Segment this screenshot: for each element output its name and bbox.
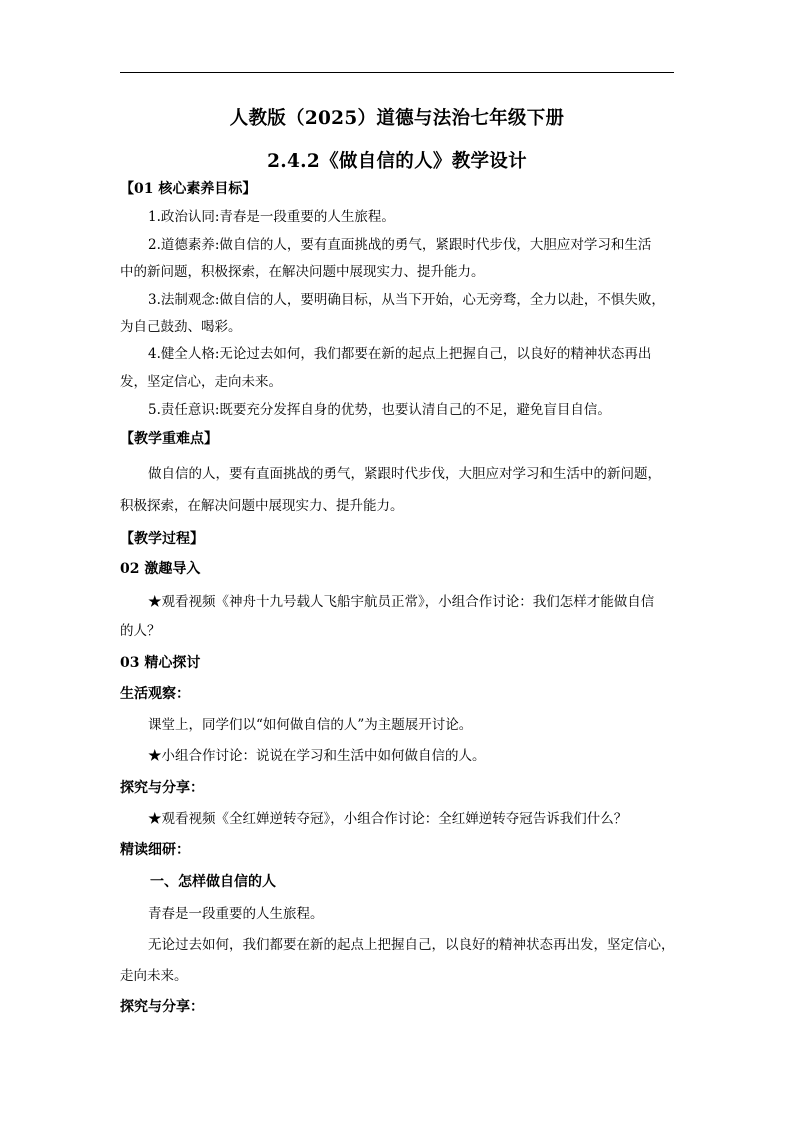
read-study-subheading: 一、怎样做自信的人	[150, 874, 276, 890]
life-observe-heading: 生活观察：	[120, 686, 190, 702]
section-heading-process: 【教学过程】	[120, 531, 204, 547]
explore-share-line1: ★观看视频《全红婵逆转夺冠》，小组合作讨论：全红婵逆转夺冠告诉我们什么？	[148, 811, 628, 827]
part02-heading: 02 激趣导入	[120, 561, 201, 577]
keypoints-line2: 积极探索，在解决问题中展现实力、提升能力。	[120, 498, 404, 514]
part03-heading: 03 精心探讨	[120, 655, 201, 671]
read-study-line1: 青春是一段重要的人生旅程。	[148, 906, 324, 922]
explore-share-heading: 探究与分享：	[120, 780, 204, 796]
doc-title: 人教版（2025）道德与法治七年级下册	[229, 108, 565, 129]
goal-4-line2: 发，坚定信心，走向未来。	[120, 374, 282, 390]
goal-3-line2: 为自己鼓劲、喝彩。	[120, 319, 242, 335]
section-heading-keypoints: 【教学重难点】	[120, 431, 218, 447]
goal-1: 1.政治认同:青春是一段重要的人生旅程。	[148, 209, 395, 225]
section-heading-goals: 【01 核心素养目标】	[120, 181, 257, 197]
goal-2-line2: 中的新问题，积极探索，在解决问题中展现实力、提升能力。	[120, 264, 485, 280]
goal-2-line1: 2.道德素养:做自信的人，要有直面挑战的勇气，紧跟时代步伐，大胆应对学习和生活	[148, 237, 652, 253]
goal-3-line1: 3.法制观念:做自信的人，要明确目标，从当下开始，心无旁骛，全力以赴，不惧失败，	[148, 292, 665, 308]
life-observe-line2: ★小组合作讨论：说说在学习和生活中如何做自信的人。	[148, 748, 486, 764]
part02-line2: 的人？	[120, 623, 161, 639]
life-observe-line1: 课堂上，同学们以“如何做自信的人”为主题展开讨论。	[148, 717, 473, 733]
explore-share-heading-2: 探究与分享：	[120, 999, 204, 1015]
doc-subtitle: 2.4.2《做自信的人》教学设计	[267, 151, 527, 172]
read-study-line2: 无论过去如何，我们都要在新的起点上把握自己，以良好的精神状态再出发，坚定信心，	[148, 937, 675, 953]
read-study-line3: 走向未来。	[120, 968, 188, 984]
part02-line1: ★观看视频《神舟十九号载人飞船宇航员正常》，小组合作讨论：我们怎样才能做自信	[148, 594, 655, 610]
goal-5: 5.责任意识:既要充分发挥自身的优势，也要认清自己的不足，避免盲目自信。	[148, 402, 611, 418]
read-study-heading: 精读细研：	[120, 842, 190, 858]
header-rule	[120, 72, 674, 73]
keypoints-line1: 做自信的人，要有直面挑战的勇气，紧跟时代步伐，大胆应对学习和生活中的新问题，	[148, 466, 661, 482]
goal-4-line1: 4.健全人格:无论过去如何，我们都要在新的起点上把握自己，以良好的精神状态再出	[148, 346, 652, 362]
